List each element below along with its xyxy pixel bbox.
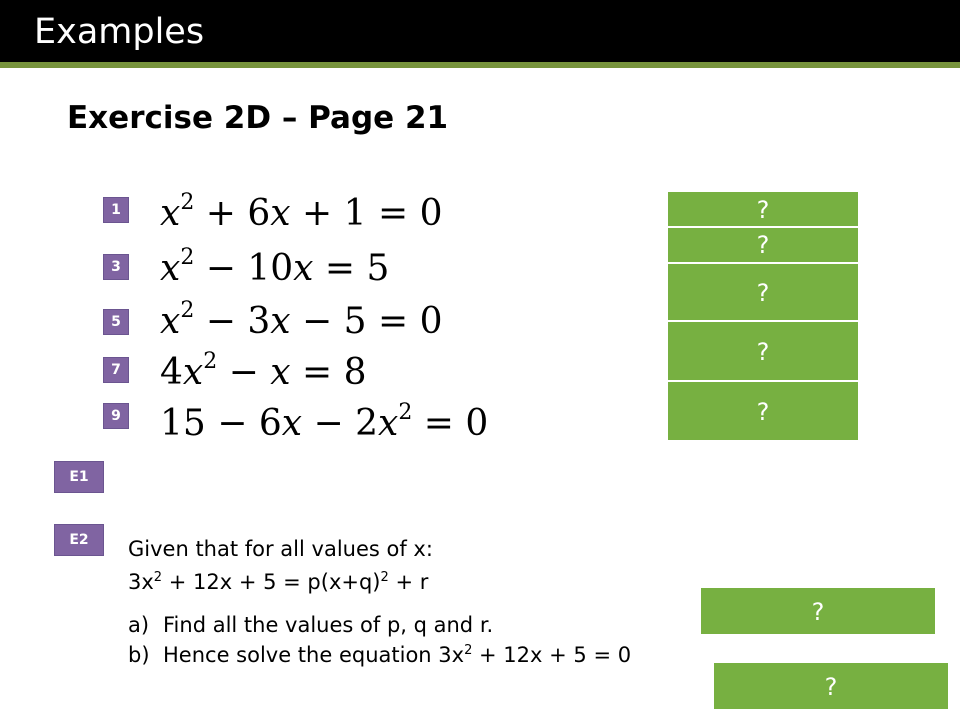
e2-identity: $3x^2 + 12x + 5 = p(x+q)^2 + r$ bbox=[128, 570, 429, 594]
equation-3: $x^2 - 10x = 5$ bbox=[160, 245, 390, 289]
e2-part-a: a) Find all the values of p, q and r. bbox=[128, 613, 494, 637]
header-accent-line bbox=[0, 62, 960, 68]
answer-reveal-7[interactable]: ? bbox=[666, 320, 860, 382]
answer-reveal-1[interactable]: ? bbox=[666, 190, 860, 229]
equation-9: $15 - 6x - 2x^2 = 0$ bbox=[160, 400, 489, 444]
answer-reveal-e2-a[interactable]: ? bbox=[699, 586, 937, 636]
e2-intro: Given that for all values of x: bbox=[128, 537, 433, 561]
extension-badge-e2[interactable]: E2 bbox=[54, 524, 104, 556]
question-badge-7[interactable]: 7 bbox=[103, 357, 129, 383]
equation-5: $x^2 - 3x - 5 = 0$ bbox=[160, 298, 443, 342]
answer-reveal-9[interactable]: ? bbox=[666, 380, 860, 442]
answer-reveal-e2-b[interactable]: ? bbox=[712, 661, 950, 711]
question-badge-9[interactable]: 9 bbox=[103, 403, 129, 429]
equation-7: $4x^2 - x = 8$ bbox=[160, 349, 367, 393]
equation-1: $x^2 + 6x + 1 = 0$ bbox=[160, 190, 443, 234]
page-title: Examples bbox=[34, 12, 205, 52]
extension-badge-e1[interactable]: E1 bbox=[54, 461, 104, 493]
exercise-title: Exercise 2D – Page 21 bbox=[67, 100, 449, 136]
question-badge-3[interactable]: 3 bbox=[103, 254, 129, 280]
answer-reveal-3[interactable]: ? bbox=[666, 226, 860, 264]
question-badge-1[interactable]: 1 bbox=[103, 197, 129, 223]
answer-reveal-5[interactable]: ? bbox=[666, 262, 860, 322]
e2-part-b: b) Hence solve the equation $3x^2 + 12x + 5 = 0$ bbox=[128, 643, 632, 667]
question-badge-5[interactable]: 5 bbox=[103, 309, 129, 335]
